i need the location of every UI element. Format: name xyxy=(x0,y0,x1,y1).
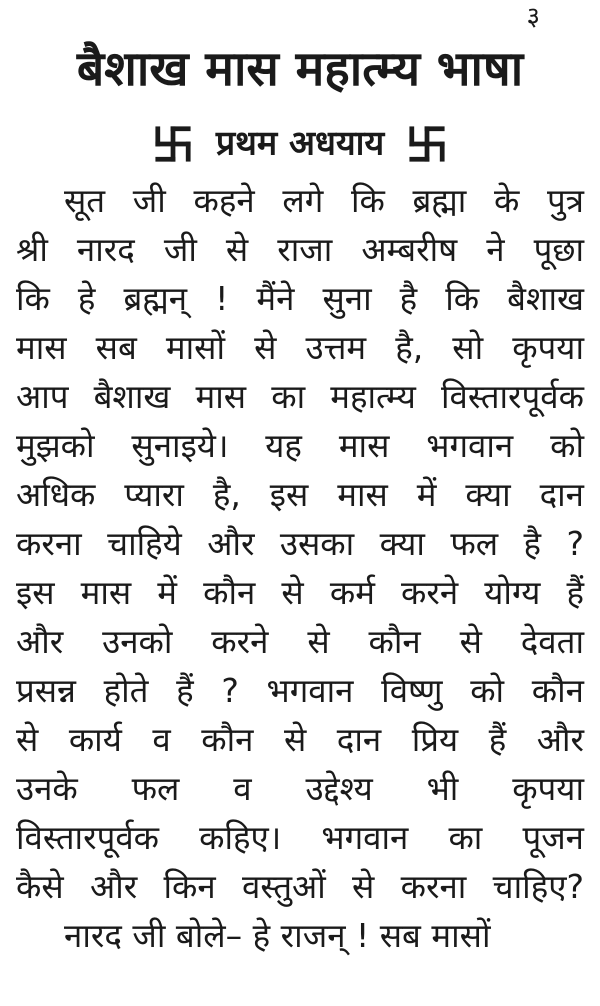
text-line: सूत जी कहने लगे कि ब्रह्मा के पुत्र xyxy=(64,181,584,220)
text-line: कि हे ब्रह्मन् ! मैंने सुना है कि बैशाख xyxy=(16,279,584,318)
text-line: और उनको करने से कौन से देवता xyxy=(16,622,584,661)
text-line: करना चाहिये और उसका क्या फल है ? xyxy=(16,524,584,563)
swastika-icon xyxy=(408,125,446,163)
chapter-heading xyxy=(0,116,600,170)
text-line: उनके फल व उद्देश्य भी कृपया xyxy=(16,769,584,808)
text-line: आप बैशाख मास का महात्म्य विस्तारपूर्वक xyxy=(16,377,584,416)
page-number: ३ xyxy=(526,2,540,32)
text-line: मुझको सुनाइये। यह मास भगवान को xyxy=(16,426,584,465)
text-line: मास सब मासों से उत्तम है, सो कृपया xyxy=(16,328,584,367)
text-line: कैसे और किन वस्तुओं से करना चाहिए? xyxy=(16,867,584,906)
text-line: श्री नारद जी से राजा अम्बरीष ने पूछा xyxy=(16,230,584,269)
text-line: विस्तारपूर्वक कहिए। भगवान का पूजन xyxy=(16,818,584,857)
body-text xyxy=(16,176,584,960)
text-line: नारद जी बोले– हे राजन् ! सब मासों xyxy=(64,916,491,955)
text-line: से कार्य व कौन से दान प्रिय हैं और xyxy=(16,720,584,759)
text-line: प्रसन्न होते हैं ? भगवान विष्णु को कौन xyxy=(16,671,584,710)
chapter-title: प्रथम अधयाय xyxy=(215,123,385,164)
text-line: इस मास में कौन से कर्म करने योग्य हैं xyxy=(16,573,584,612)
swastika-icon xyxy=(154,125,192,163)
page-title: बैशाख मास महात्म्य भाषा xyxy=(76,41,524,97)
text-line: अधिक प्यारा है, इस मास में क्या दान xyxy=(16,475,584,514)
